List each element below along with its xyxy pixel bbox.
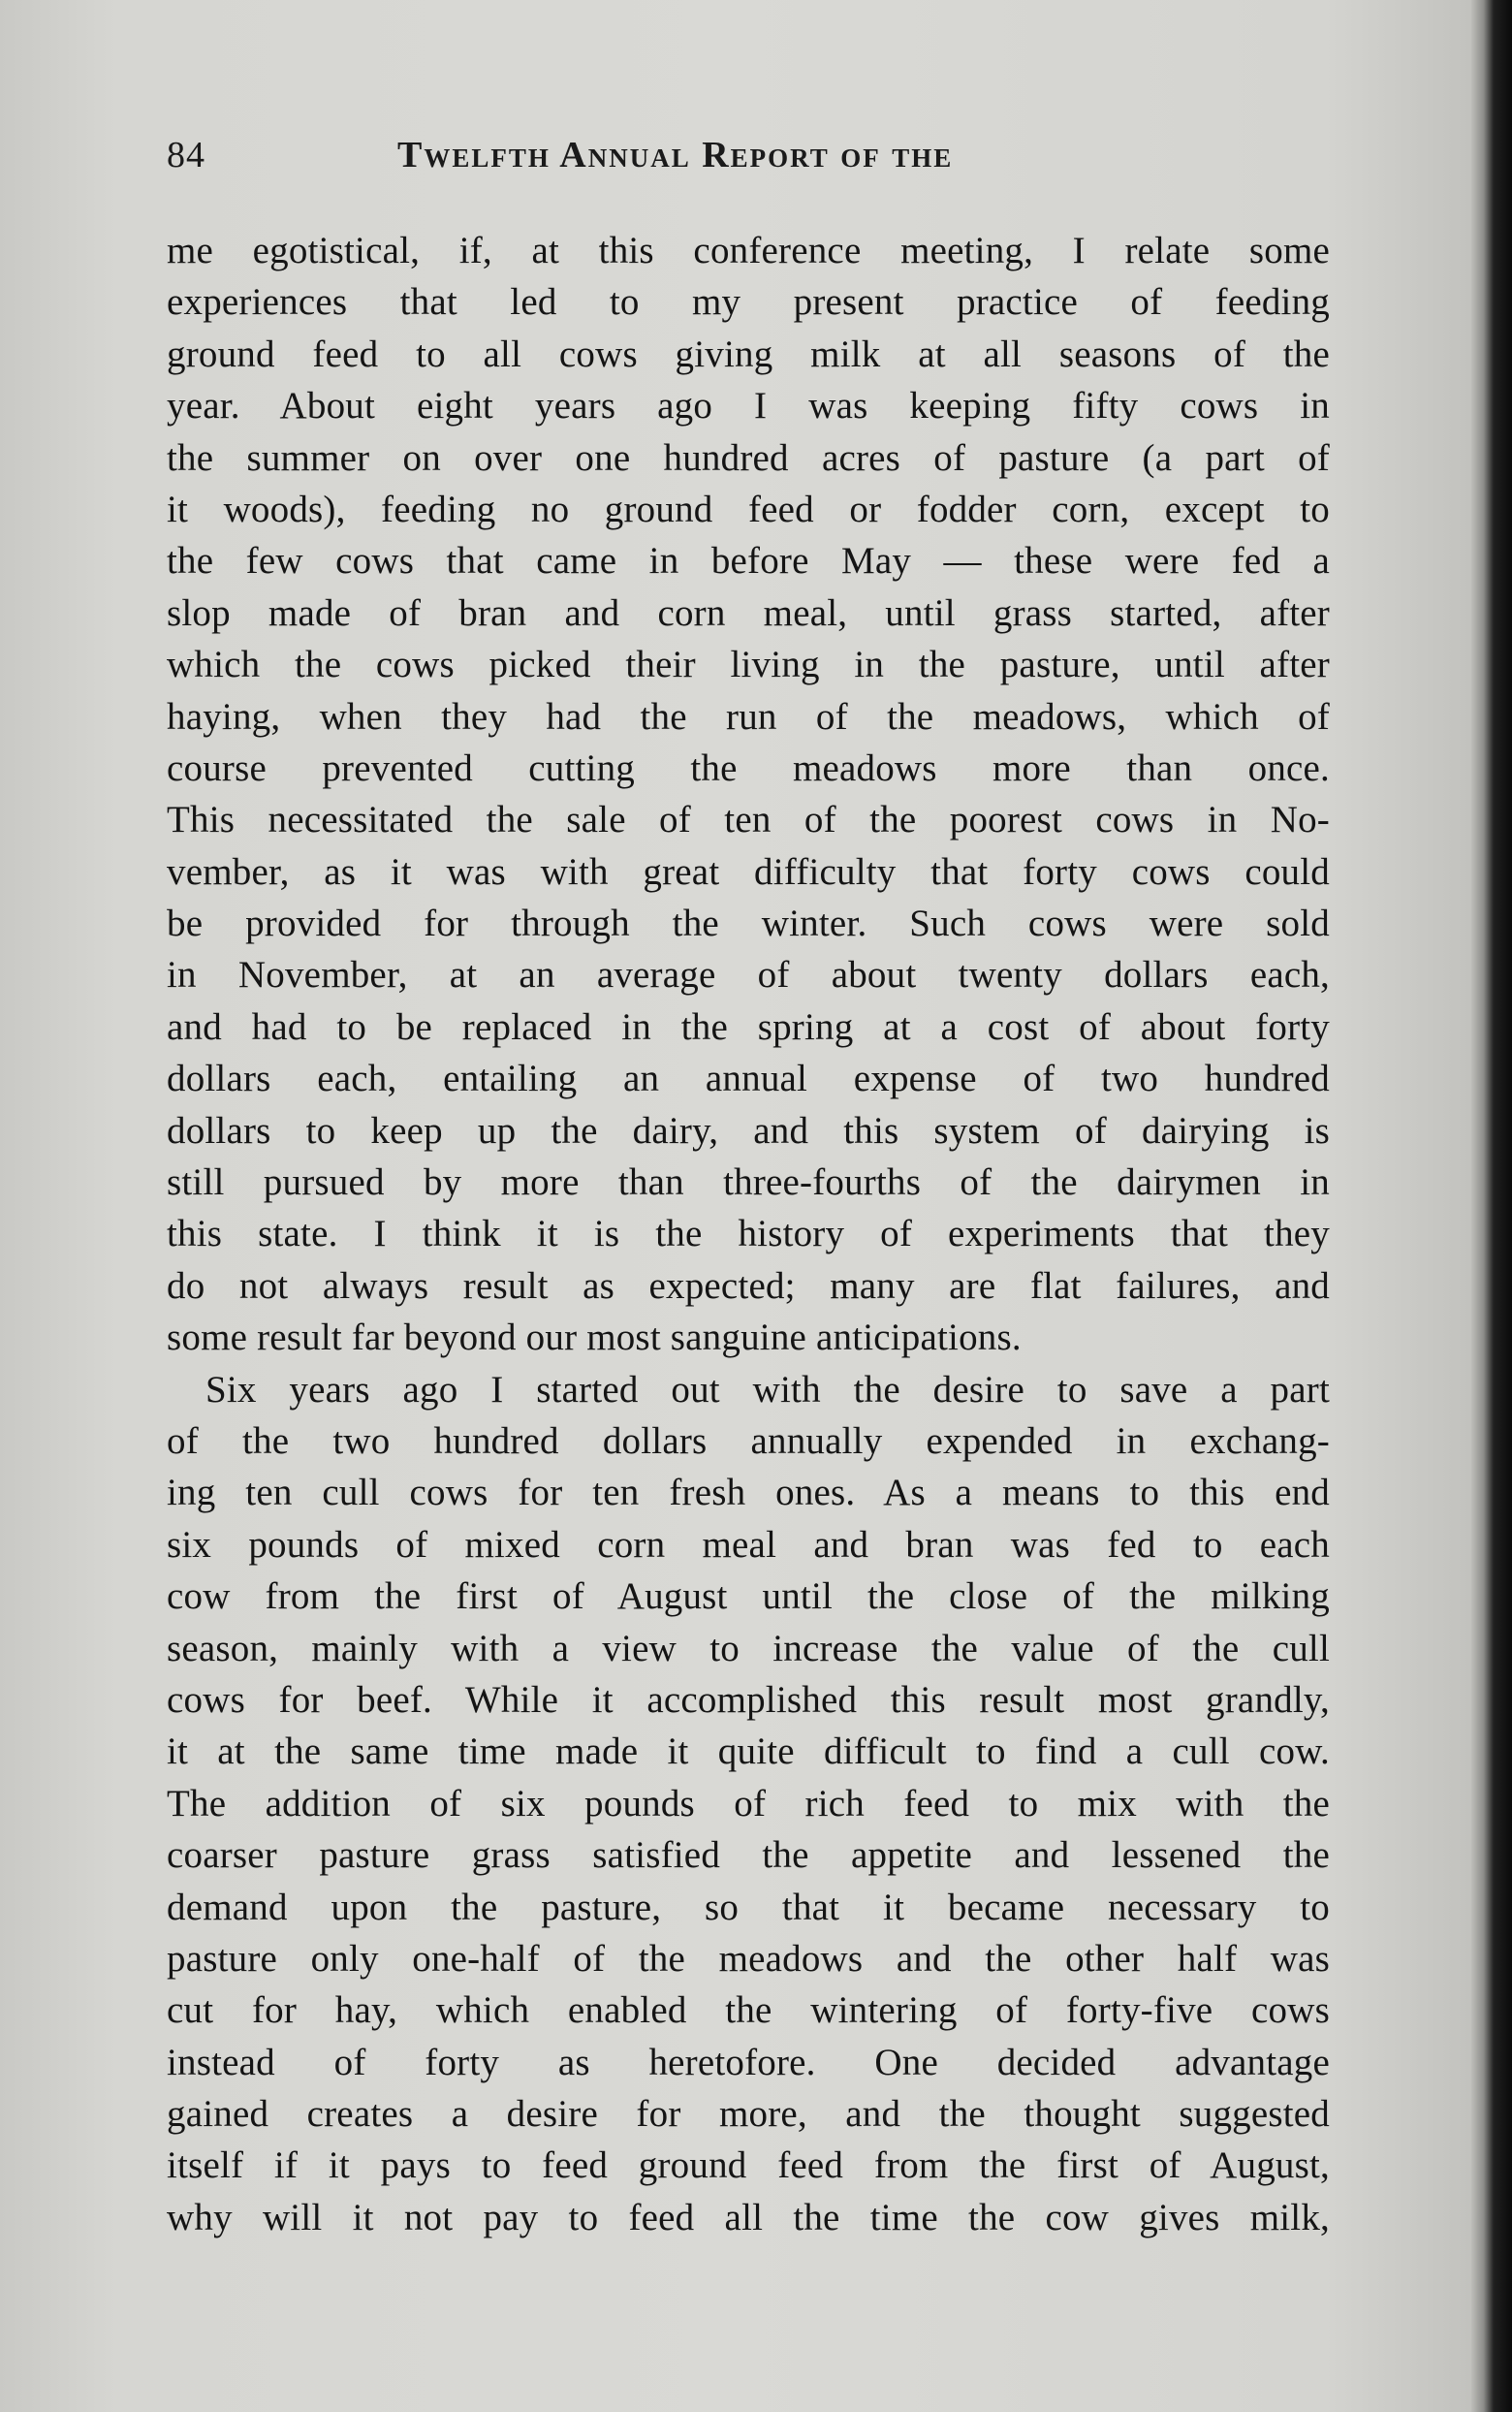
text-line: dollars each, entailing an annual expense of two hundred [167,1058,1330,1100]
text-line: The addition of six pounds of rich feed to mix with the [167,1782,1330,1825]
text-line: vember, as it was with great difficulty that forty cows could [167,850,1330,893]
text-line: year. About eight years ago I was keeping fifty cows in [167,385,1330,428]
text-line: the few cows that came in before May — these were fed a [167,540,1330,583]
text-line: pasture only one-half of the meadows and the other half was [167,1937,1330,1980]
text-line: itself if it pays to feed ground feed from the first of August, [167,2144,1330,2187]
text-line: cows for beef. While it accomplished this result most grandly, [167,1678,1330,1721]
text-line: cut for hay, which enabled the wintering of forty-five cows [167,1989,1330,2032]
body-text [167,225,1330,2243]
page-number: 84 [167,135,205,175]
text-line: some result far beyond our most sanguine anticipations. [167,1317,1022,1359]
text-line: ing ten cull cows for ten fresh ones. As a means to this end [167,1472,1330,1514]
text-line: this state. I think it is the history of experiments that they [167,1213,1330,1255]
text-line: six pounds of mixed corn meal and bran was fed to each [167,1523,1330,1566]
text-line: in November, at an average of about twenty dollars each, [167,954,1330,997]
text-line: of the two hundred dollars annually expended in exchang- [167,1419,1330,1462]
text-line: Six years ago I started out with the desire to save a part [205,1368,1330,1411]
text-line: experiences that led to my present practice of feeding [167,281,1330,324]
text-line: demand upon the pasture, so that it became necessary to [167,1886,1330,1928]
text-line: course prevented cutting the meadows more than once. [167,746,1330,789]
text-line: be provided for through the winter. Such cows were sold [167,903,1330,945]
text-line: haying, when they had the run of the meadows, which of [167,695,1330,738]
text-line: season, mainly with a view to increase the value of the cull [167,1627,1330,1669]
paragraph-1 [167,225,1330,1364]
text-line: cow from the first of August until the close of the milking [167,1575,1330,1618]
text-line: ground feed to all cows giving milk at all seasons of the [167,333,1330,375]
text-line: it woods), feeding no ground feed or fodder corn, except to [167,488,1330,530]
text-line: instead of forty as heretofore. One decided advantage [167,2041,1330,2083]
text-line: still pursued by more than three-fourths of the dairymen in [167,1161,1330,1204]
text-line: do not always result as expected; many are flat failures, and [167,1264,1330,1307]
paragraph-2 [167,1364,1330,2244]
running-head: Twelfth Annual Report of the [397,135,954,175]
book-spine-shadow [1471,0,1512,2412]
text-line: and had to be replaced in the spring at a cost of about forty [167,1005,1330,1048]
text-line: gained creates a desire for more, and the thought suggested [167,2093,1330,2136]
text-line: it at the same time made it quite difficult to find a cull cow. [167,1730,1330,1773]
text-line: why will it not pay to feed all the time the cow gives milk, [167,2196,1330,2238]
text-line: which the cows picked their living in the pasture, until after [167,644,1330,686]
text-line: dollars to keep up the dairy, and this system of dairying is [167,1109,1330,1152]
page-header [167,134,1330,192]
text-line: me egotistical, if, at this conference meeting, I relate some [167,230,1330,271]
text-line: coarser pasture grass satisfied the appetite and lessened the [167,1834,1330,1877]
text-line: This necessitated the sale of ten of the poorest cows in No- [167,799,1330,841]
text-line: the summer on over one hundred acres of pasture (a part of [167,436,1330,479]
text-line: slop made of bran and corn meal, until grass started, after [167,591,1330,634]
